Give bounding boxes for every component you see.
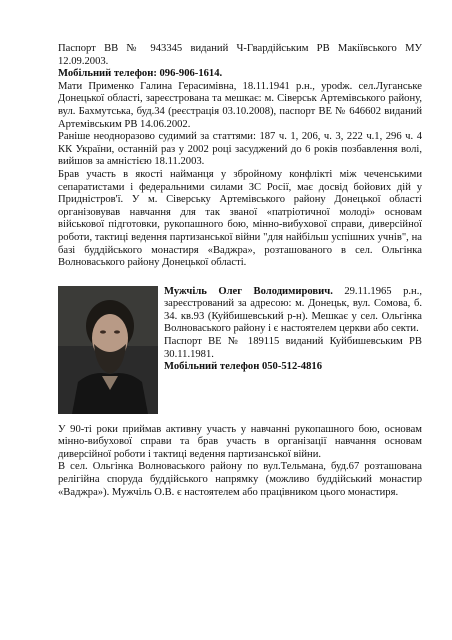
person-phone: Мобільний телефон 050-512-4816 [164,361,322,373]
person-name: Мужчіль Олег Володимирович. [164,285,333,297]
combat-paragraph: Брав участь в якості найманця у збройному конфлікті між чеченськими сепаратистами і федеральними силами ЗС Росії, має досвід бойових дій у Придністров'ї. У м. Сіверську Артемівського району Донецької області організовував навчання для так званої «патріотичної молоді» основам військової підготовки, рукопашного бою, мінно-вибухової справи, диверсійної роботи, тактиці ведення партизанської війни "для найбільш успішних учнів", на базі буддійського монастиря «Ваджра», розташованого в сел. Ольгінка Волноваського району Донецької області. [58,168,422,269]
person-photo [58,286,158,414]
person-bio: 29.11.1965 р.н., зареєстрований за адресою: м. Донецьк, вул. Сомова, б. 34. кв.93 (Куйбишевський р-н). Мешкає у сел. Ольгінка Волноваського району і є настоятелем церкви або секти. [164,285,422,335]
person-info [164,286,422,374]
passport-line: Паспорт ВВ № 943345 виданий Ч-Гвардійським РВ Макіївського МУ 12.09.2003. [58,43,422,67]
person-passport: Паспорт ВЕ № 189115 виданий Куйбишевським РВ 30.11.1981. [164,336,422,360]
document-page [58,43,422,499]
monastery-paragraph: В сел. Ольгінка Волноваського району по вул.Тельмана, буд.67 розташована релігійна споруда буддійського напрямку (можливо буддійський монастир «Ваджра»). Мужчіль О.В. є настоятелем або працівником цього монастиря. [58,461,422,498]
person-section [58,286,422,424]
activity-paragraph: У 90-ті роки приймав активну участь у навчанні рукопашного бою, основам мінно-вибухової справи та брав участь в організації навчання основам диверсійної роботи і тактиці ведення партизанської війни. [58,423,422,460]
convictions-paragraph: Раніше неодноразово судимий за статтями: 187 ч. 1, 206, ч. 3, 222 ч.1, 296 ч. 4 КК України, останній раз у 2002 році засуджений до 6 років позбавлення волі, вийшов за амністією 18.11.2003. [58,131,422,168]
mother-paragraph: Мати Применко Галина Герасимівна, 18.11.1941 р.н., урodж. сел.Луганське Донецької області, зареєстрована та мешкає: м. Сіверськ Артемівського району, вул. Бахмутська, буд.34 (реєстрація 03.10.2008), паспорт ВЕ № 646602 виданий Артемівським РВ 14.06.2002. [58,80,422,130]
phone-line-1: Мобільний телефон: 096-906-1614. [58,68,223,80]
